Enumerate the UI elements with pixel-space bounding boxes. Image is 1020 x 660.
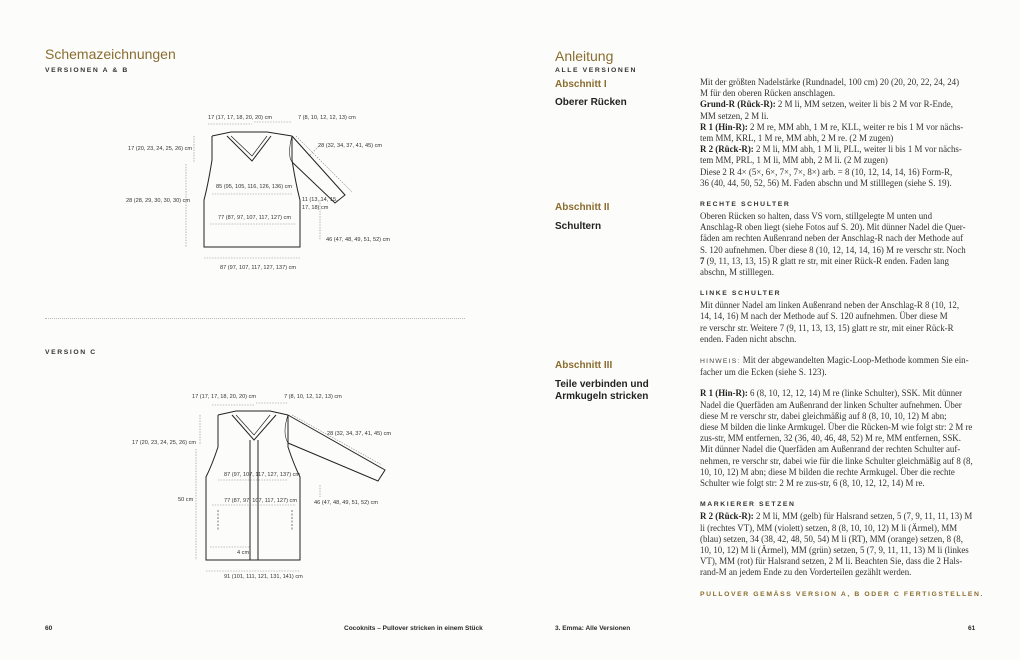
text-line: tem MM, PRL, 1 M li, MM abh, 2 M li. (2 M zugen): [700, 155, 888, 166]
dim-waist: 77 (87, 97, 107, 117, 127) cm: [224, 498, 297, 504]
text-line: 7 (9, 11, 13, 13, 15) R glatt re str, mit einer Rück-R enden. Faden lang: [700, 255, 949, 266]
section-2-subtitle: Schultern: [555, 221, 602, 232]
section-1-subtitle: Oberer Rücken: [555, 97, 627, 108]
shoulder-line: [212, 132, 292, 136]
v-neck: [232, 415, 276, 440]
text-line: rand-M an jedem Ende zu den Vorderteilen gezählt werden.: [700, 567, 912, 578]
dim-armhole: 17 (20, 23, 24, 25, 26) cm: [128, 146, 193, 152]
dim-length: 28 (28, 29, 30, 30, 30) cm: [126, 198, 191, 204]
running-footer-left: Cocoknits – Pullover stricken in einem Stück: [344, 625, 483, 632]
text-line: diese M re verschr str, dabei gleichmäßig auf 8 (8, 10, 10, 12) M abn;: [700, 410, 947, 421]
page-number-right: 61: [968, 625, 976, 632]
text-line: Diese 2 R 4× (5×, 6×, 7×, 7×, 8×) arb. = 8 (10, 12, 14, 14, 16) Form-R,: [700, 166, 953, 177]
body-outline: [206, 415, 300, 560]
shoulder-line: [218, 411, 288, 415]
finish-instruction: PULLOVER GEMÄSS VERSION A, B ODER C FERTIGSTELLEN.: [700, 590, 985, 598]
dim-sleeve-len: 46 (47, 48, 49, 51, 52) cm: [326, 237, 391, 243]
right-page: [510, 0, 1020, 660]
running-footer-right: 3. Emma: Alle Versionen: [555, 625, 631, 632]
text-line: Schulter wie folgt str: 2 M re zus-str, 6 (8, 10, 12, 12, 14) M re.: [700, 478, 925, 489]
dim-armhole: 17 (20, 23, 24, 25, 26) cm: [132, 440, 197, 446]
text-line: R 2 (Rück-R): 2 M li, MM (gelb) für Halsrand setzen, 5 (7, 9, 11, 11, 13) M: [700, 511, 973, 522]
text-line: enden. Faden nicht abschn.: [700, 333, 797, 344]
section-1-heading: Abschnitt I: [555, 79, 607, 90]
section-3-heading: Abschnitt III: [555, 360, 613, 371]
schematic-diagram-ab: [120, 100, 420, 285]
text-line: 14, 14, 16) M nach der Methode auf S. 120 aufnehmen. Über diese M: [700, 311, 948, 322]
dim-neck: 7 (8, 10, 12, 12, 13) cm: [298, 115, 356, 121]
text-line: R 1 (Hin-R): 2 M re, MM abh, 1 M re, KLL, weiter re bis 1 M vor nächs-: [700, 121, 964, 132]
text-line: 10, 10, 12) M abn; diese M bilden die rechte Armkugel. Über die rechte: [700, 466, 955, 477]
version-ab-label: VERSIONEN A & B: [45, 67, 129, 74]
hint-label: HINWEIS:: [700, 358, 741, 366]
instructions-subtitle: ALLE VERSIONEN: [555, 67, 638, 74]
schematic-diagram-c: [120, 385, 420, 585]
divider: [45, 318, 465, 319]
section-3-subtitle-1: Teile verbinden und: [555, 379, 649, 390]
text-line: S. 120 aufnehmen. Über diese 8 (10, 12, 14, 14, 16) M re verschr str. Noch: [700, 244, 966, 255]
dim-chest: 85 (95, 105, 116, 126, 136) cm: [216, 184, 293, 190]
text-line: 10, 10, 12) M li (Ärmel), MM (grün) setzen, 5 (7, 9, 11, 11, 13) M li (linkes: [700, 544, 969, 555]
dim-cuff-1: 11 (13, 14, 15,: [302, 197, 338, 203]
text-line: Nadel die Querfäden am Außenrand der linken Schulter aufnehmen. Über: [700, 399, 962, 410]
section-2-heading: Abschnitt II: [555, 202, 610, 213]
text-line: abschn, M stilllegen.: [700, 267, 774, 278]
text-line: Anschlag-R oben liegt (siehe Fotos auf S. 20). Mit dünner Nadel die Quer-: [700, 222, 966, 233]
text-line: fäden am rechten Außenrand neben der Anschlag-R nach der Methode auf: [700, 233, 964, 244]
dim-chest: 87 (97, 107, 117, 127, 137) cm: [224, 472, 301, 478]
dim-shoulder: 17 (17, 17, 18, 20, 20) cm: [208, 115, 273, 121]
text-line: Mit der größten Nadelstärke (Rundnadel, 100 cm) 20 (20, 20, 22, 24, 24): [700, 77, 960, 87]
text-line: Oberen Rücken so halten, dass VS vorn, stillgelegte M unten und: [700, 211, 933, 222]
dim-sleeve-upper: 28 (32, 34, 37, 41, 45) cm: [318, 143, 383, 149]
section-3-subtitle-2: Armkugeln stricken: [555, 391, 649, 402]
page-number-left: 60: [45, 625, 53, 632]
left-shoulder-heading: LINKE SCHULTER: [700, 290, 782, 298]
text-line: M für den oberen Rücken anschlagen.: [700, 88, 836, 99]
dim-hem: 91 (101, 111, 121, 131, 141) cm: [224, 574, 303, 580]
hint-line: HINWEIS: Mit der abgewandelten Magic-Loop-Methode kommen Sie ein-: [700, 355, 969, 366]
dim-cuff-2: 17, 18) cm: [302, 205, 329, 211]
version-c-label: VERSION C: [45, 349, 97, 356]
text-line: li (rechtes VT), MM (violett) setzen, 8 (8, 10, 10, 12) M li (Ärmel), MM: [700, 522, 958, 533]
text-line: diese M bilden die linke Armkugel. Über die Rücken-M wie folgt str: 2 M re: [700, 422, 973, 433]
dim-sleeve-upper: 28 (32, 34, 37, 41, 45) cm: [327, 431, 392, 437]
text-line: Mit dünner Nadel am linken Außenrand neben der Anschlag-R 8 (10, 12,: [700, 300, 960, 311]
dim-neck: 7 (8, 10, 12, 12, 13) cm: [284, 394, 342, 400]
sleeve-outline: [288, 415, 385, 481]
text-line: VT), MM (rot) für Halsrand setzen, 2 M li. Beachten Sie, dass die 2 Hals-: [700, 556, 963, 567]
dim-sleeve-len: 46 (47, 48, 49, 51, 52) cm: [314, 500, 379, 506]
dim-band: 4 cm: [237, 550, 250, 556]
dim-shoulder: 17 (17, 17, 18, 20, 20) cm: [192, 394, 257, 400]
text-line: Mit dünner Nadel die Querfäden am Außenrand der rechten Schulter auf-: [700, 444, 961, 455]
dim-waist: 77 (87, 97, 107, 117, 127) cm: [218, 215, 291, 221]
text-line: facher um die Ecken (siehe S. 123).: [700, 367, 827, 378]
text-line: re verschr str. Weitere 7 (9, 11, 13, 13, 15) glatt re str, mit einer Rück-R: [700, 322, 954, 333]
text-line: Grund-R (Rück-R): 2 M li, MM setzen, weiter li bis 2 M vor R-Ende,: [700, 99, 953, 110]
dim-hem: 87 (97, 107, 117, 127, 137) cm: [220, 265, 297, 271]
text-line: MM setzen, 2 M li.: [700, 110, 769, 121]
instructions-title: Anleitung: [555, 48, 614, 64]
instructions-body: [700, 77, 992, 601]
text-line: 36 (40, 44, 50, 52, 56) M. Faden abschn und M stilllegen (siehe S. 19).: [700, 177, 952, 188]
text-line: R 1 (Hin-R): 6 (8, 10, 12, 12, 14) M re (linke Schulter), SSK. Mit dünner: [700, 388, 963, 399]
dim-length: 50 cm: [178, 497, 194, 503]
right-shoulder-heading: RECHTE SCHULTER: [700, 201, 791, 209]
page-title: Schemazeichnungen: [45, 46, 176, 62]
text-line: (blau) setzen, 34 (38, 42, 48, 50, 54) M li (RT), MM (orange) setzen, 8 (8,: [700, 533, 963, 544]
body-outline: [204, 136, 300, 247]
text-line: zus-str, MM entfernen, 32 (36, 40, 46, 48, 52) M re, MM entfernen, SSK.: [700, 433, 961, 444]
markers-heading: MARKIERER SETZEN: [700, 501, 796, 509]
text-line: nehmen, re verschr str, dabei wie für die linke Schulter gleichmäßig auf 8 (8,: [700, 455, 973, 466]
text-line: R 2 (Rück-R): 2 M li, MM abh, 1 M li, PLL, weiter li bis 1 M vor nächs-: [700, 144, 962, 155]
text-line: tem MM, KRL, 1 M re, MM abh, 2 M re. (2 M zugen): [700, 133, 894, 144]
